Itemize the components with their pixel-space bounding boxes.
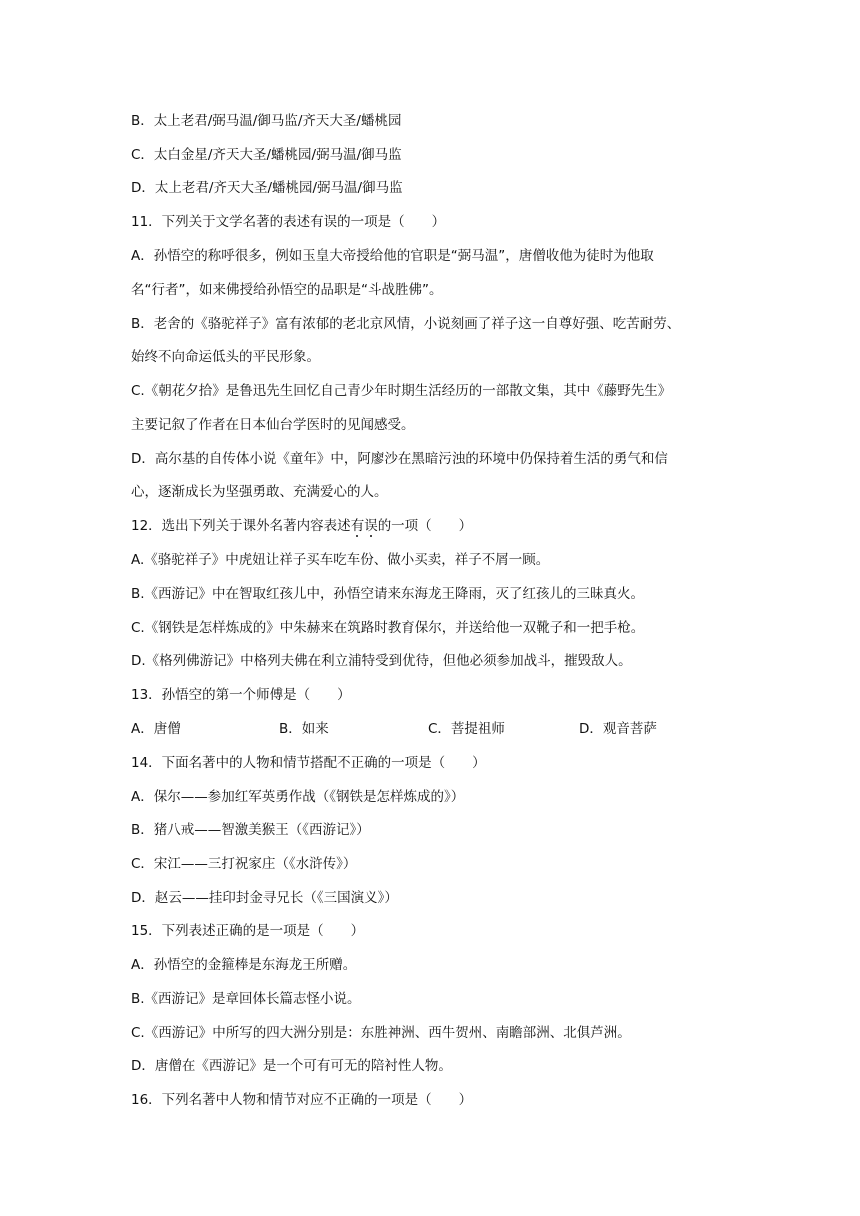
q12-stem-before: 12．选出下列关于课外名著内容表述 xyxy=(131,518,351,534)
q14-option-d: D．赵云——挂印封金寻兄长（《三国演义》） xyxy=(131,890,398,906)
q14-option-a: A．保尔——参加红军英勇作战（《钢铁是怎样炼成的》） xyxy=(131,789,465,805)
q10-option-d: D．太上老君/齐天大圣/蟠桃园/弼马温/御马监 xyxy=(131,180,403,196)
q13-options xyxy=(131,719,731,739)
q12-option-a: A.《骆驼祥子》中虎妞让祥子买车吃车份、做小买卖，祥子不屑一顾。 xyxy=(131,552,550,568)
q13-option-a: A．唐僧 xyxy=(131,721,181,737)
q15-stem: 15．下列表述正确的是一项是（ ） xyxy=(131,923,365,939)
q15-option-c: C.《西游记》中所写的四大洲分别是：东胜神洲、西牛贺州、南瞻部洲、北俱芦洲。 xyxy=(131,1025,631,1041)
q13-stem: 13．孙悟空的第一个师傅是（ ） xyxy=(131,687,351,703)
q12-option-c: C.《钢铁是怎样炼成的》中朱赫来在筑路时教育保尔，并送给他一双靴子和一把手枪。 xyxy=(131,620,645,636)
q12-emphasis-char-2: 误 xyxy=(364,518,378,534)
q12-stem-after: 的一项（ ） xyxy=(377,518,473,534)
q11-option-c-line2: 主要记叙了作者在日本仙台学医时的见闻感受。 xyxy=(131,417,415,433)
q11-option-a-line1: A．孙悟空的称呼很多，例如玉皇大帝授给他的官职是“弼马温”，唐僧收他为徒时为他取 xyxy=(131,248,654,264)
q14-option-c: C．宋江——三打祝家庄（《水浒传》） xyxy=(131,856,357,872)
q13-option-d: D．观音菩萨 xyxy=(579,721,657,737)
q12-stem xyxy=(131,516,472,536)
q10-option-c: C．太白金星/齐天大圣/蟠桃园/弼马温/御马监 xyxy=(131,147,402,163)
q11-option-b-line2: 始终不向命运低头的平民形象。 xyxy=(131,349,320,365)
q11-stem: 11．下列关于文学名著的表述有误的一项是（ ） xyxy=(131,214,446,230)
q12-emphasis-char-1: 有 xyxy=(350,518,365,534)
q11-option-d-line2: 心，逐渐成长为坚强勇敢、充满爱心的人。 xyxy=(131,484,388,500)
q14-option-b: B．猪八戒——智激美猴王（《西游记》） xyxy=(131,822,370,838)
q12-option-d: D.《格列佛游记》中格列夫佛在利立浦特受到优待，但他必须参加战斗，摧毁敌人。 xyxy=(131,653,632,669)
q10-option-b: B．太上老君/弼马温/御马监/齐天大圣/蟠桃园 xyxy=(131,113,402,129)
q11-option-d-line1: D．高尔基的自传体小说《童年》中，阿廖沙在黑暗污浊的环境中仍保持着生活的勇气和信 xyxy=(131,451,668,467)
q11-option-b-line1: B．老舍的《骆驼祥子》富有浓郁的老北京风情，小说刻画了祥子这一自尊好强、吃苦耐劳、 xyxy=(131,316,681,332)
q15-option-d: D．唐僧在《西游记》是一个可有可无的陪衬性人物。 xyxy=(131,1058,452,1074)
q13-option-c: C．菩提祖师 xyxy=(428,721,505,737)
q16-stem: 16．下列名著中人物和情节对应不正确的一项是（ ） xyxy=(131,1092,473,1108)
q15-option-a: A．孙悟空的金箍棒是东海龙王所赠。 xyxy=(131,957,357,973)
q12-option-b: B.《西游记》中在智取红孩儿中，孙悟空请来东海龙王降雨，灭了红孩儿的三昧真火。 xyxy=(131,586,645,602)
q13-option-b: B．如来 xyxy=(279,721,329,737)
q14-stem: 14．下面名著中的人物和情节搭配不正确的一项是（ ） xyxy=(131,755,486,771)
q11-option-c-line1: C.《朝花夕拾》是鲁迅先生回忆自己青少年时期生活经历的一部散文集，其中《藤野先生》 xyxy=(131,383,672,399)
q11-option-a-line2: 名“行者”，如来佛授给孙悟空的品职是“斗战胜佛”。 xyxy=(131,282,443,298)
q15-option-b: B.《西游记》是章回体长篇志怪小说。 xyxy=(131,991,361,1007)
